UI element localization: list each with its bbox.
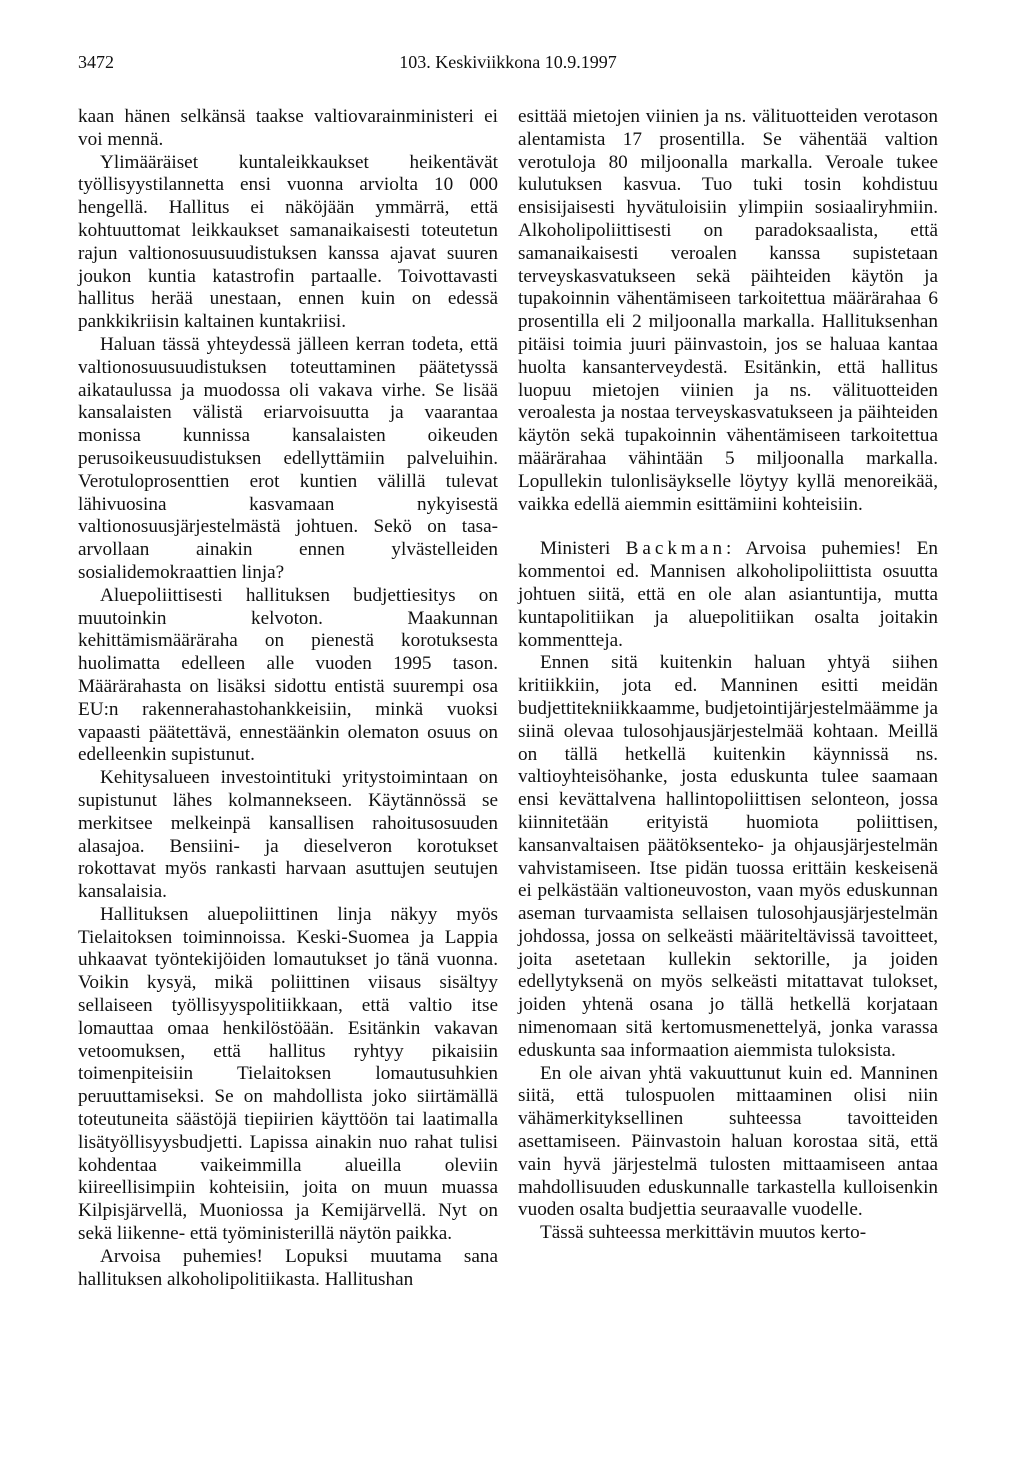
speaker-name: Backman	[625, 538, 727, 560]
page-number: 3472	[78, 52, 114, 72]
paragraph: En ole aivan yhtä vakuuttunut kuin ed. Manninen siitä, että tulospuolen mittaaminen olisi niin vähämerkityksellinen suhteessa tavoitteiden asettamiseen. Päinvastoin haluan korostaa sitä, että vain hyvä järjestelmä tulosten mittaamiseen antaa mahdollisuuden eduskunnalle tarkastella kulloisenkin vuoden osalta budjettia seuraavalle vuodelle.	[518, 1062, 938, 1221]
right-column	[518, 106, 938, 1245]
speaker-prefix: Ministeri	[540, 538, 626, 560]
session-title: 103. Keskiviikkona 10.9.1997	[399, 52, 617, 72]
paragraph: Tässä suhteessa merkittävin muutos kerto-	[540, 1222, 867, 1244]
speech-text: : Arvoisa puhemies! En kommentoi ed. Mannisen alkoholipoliittista osuutta johtuen siitä, että en ole alan asiantuntija, mutta kuntapolitiikan ja aluepolitiikan osalta joitakin kommentteja.	[518, 538, 938, 651]
running-header	[78, 52, 938, 78]
paragraph: kaan hänen selkänsä taakse valtiovarainministeri ei voi mennä.	[78, 106, 498, 150]
paragraph: Hallituksen aluepoliittinen linja näkyy myös Tielaitoksen toiminnoissa. Keski-Suomea ja Lappia uhkaavat työntekijöiden lomautukset jo tänä vuonna. Voikin kysyä, mikä poliittinen viisaus sisältyy sellaiseen työllisyyspolitiikkaan, että valtio itse lomauttaa omaa henkilöstöään. Esitänkin vakavan vetoomuksen, että hallitus ryhtyy pikaisiin toimenpiteisiin Tielaitoksen lomautusuhkien peruuttamiseksi. Se on mahdollista joko siirtämällä toteutuneita säästöjä tiepiirien käyttöön tai laatimalla lisätyöllisyysbudjetti. Lapissa ainakin nuo rahat tulisi kohdentaa vaikeimmilla alueilla oleviin kiireellisimpiin kohteisiin, joita on muun muassa Kilpisjärvellä, Muoniossa ja Kemijärvellä. Nyt on sekä liikenne- että työministerillä näytön paikka.	[78, 903, 498, 1245]
paragraph: Haluan tässä yhteydessä jälleen kerran todeta, että valtionosuusuudistuksen toteuttaminen päätetyssä aikataulussa ja muodossa oli vakava virhe. Se lisää kansalaisten välistä eriarvoisuutta ja vaarantaa monissa kunnissa kansalaisten oikeuden perusoikeusuudistuksen edellyttämiin palveluihin. Verotuloprosenttien erot kuntien välillä tulevat lähivuosina kasvamaan nykyisestä valtionosuusjärjestelmästä johtuen. Sekö on tasa-arvollaan ainakin ennen ylvästelleiden sosialidemokraattien linja?	[78, 333, 498, 583]
paragraph: Kehitysalueen investointituki yritystoimintaan on supistunut lähes kolmannekseen. Käytännössä se merkitsee melkeinpä kansallisen rahoitusosuuden alasajoa. Bensiini- ja dieselveron korotukset rokottavat myös rankasti harvaan asuttujen seutujen kansalaisia.	[78, 767, 498, 903]
paragraph: Ylimääräiset kuntaleikkaukset heikentävät työllisyystilannetta ensi vuonna arviolta 10 000 hengellä. Hallitus ei näköjään ymmärrä, että kohtuuttomat leikkaukset samanaikaisesti toteutetun rajun valtionosuusuudistuksen kanssa ajavat suuren joukon kuntia katastrofin partaalle. Toivottavasti hallitus herää unestaan, ennen kuin on edessä pankkikriisin kaltainen kuntakriisi.	[78, 151, 498, 333]
left-column	[78, 106, 498, 1291]
paragraph: Ennen sitä kuitenkin haluan yhtyä siihen kritiikkiin, jota ed. Manninen esitti meidän budjettitekniikkaamme, budjetointijärjestelmäämme ja siinä olevaa tulosohjausjärjestelmää kohtaan. Meillä on tällä hetkellä kuitenkin käynnissä ns. valtioyhteisöhanke, josta eduskunta tulee saamaan ensi kevättalvena hallintopoliittisen selonteon, jossa kiinnitetään erityistä huomiota poliittisen, kansanvaltaisen päätöksenteko- ja ohjausjärjestelmän vahvistamiseen. Itse pidän tuossa erittäin keskeisenä ei pelkästään valtioneuvoston, vaan myös eduskunnan aseman turvaamista sellaisen tulosohjausjärjestelmän johdossa, jossa on selkeästi määriteltävissä tavoitteet, joita asetetaan kullekin sektorille, ja joiden edellytyksenä on myös selkeästi mitattavat tulokset, joiden yhtenä osana jo tällä hetkellä korjataan nimenomaan sitä kertomusmenettelyä, jonka varassa eduskunta saa informaation aiemmista tuloksista.	[518, 652, 938, 1061]
paragraph: esittää mietojen viinien ja ns. välituotteiden verotason alentamista 17 prosentilla. Se vähentää valtion verotuloja 80 miljoonalla markalla. Veroale tukee kulutuksen kasvua. Tuo tuki tosin kohdistuu ensisijaisesti hyvätuloisiin ylimpiin sosiaaliryhmiin. Alkoholipoliittisesti on paradoksaalista, että samanaikaisesti veroalen kanssa supistetaan terveyskasvatukseen sekä päihteiden käytön ja tupakoinnin vähentämiseen tarkoitettua määrärahaa 6 prosentilla eli 2 miljoonalla markalla. Hallituksenhan pitäisi toimia juuri päinvastoin, jos se haluaa kantaa huolta kansanterveydestä. Esitänkin, että hallitus luopuu mietojen viinien ja ns. välituotteiden veroalesta ja nostaa terveyskasvatukseen ja päihteiden käytön sekä tupakoinnin vähentämiseen tarkoitettua määrärahaa vähintään 5 miljoonalla markalla. Lopullekin tulonlisäykselle löytyy kyllä menoreikää, vaikka edellä aiemmin esittämiini kohteisiin.	[518, 106, 938, 515]
paragraph: Arvoisa puhemies! Lopuksi muutama sana hallituksen alkoholipolitiikasta. Hallitushan	[78, 1245, 498, 1290]
speaker-paragraph	[518, 538, 938, 652]
paragraph: Aluepoliittisesti hallituksen budjettiesitys on muutoinkin kelvoton. Maakunnan kehittämismääräraha on pienestä korotuksesta huolimatta edelleen alle vuoden 1995 tason. Määrärahasta on lisäksi sidottu entistä suurempi osa EU:n rakennerahastohankkeisiin, minkä vuoksi vapaasti päätettävä, ennestäänkin olematon osuus on edelleenkin supistunut.	[78, 584, 498, 766]
